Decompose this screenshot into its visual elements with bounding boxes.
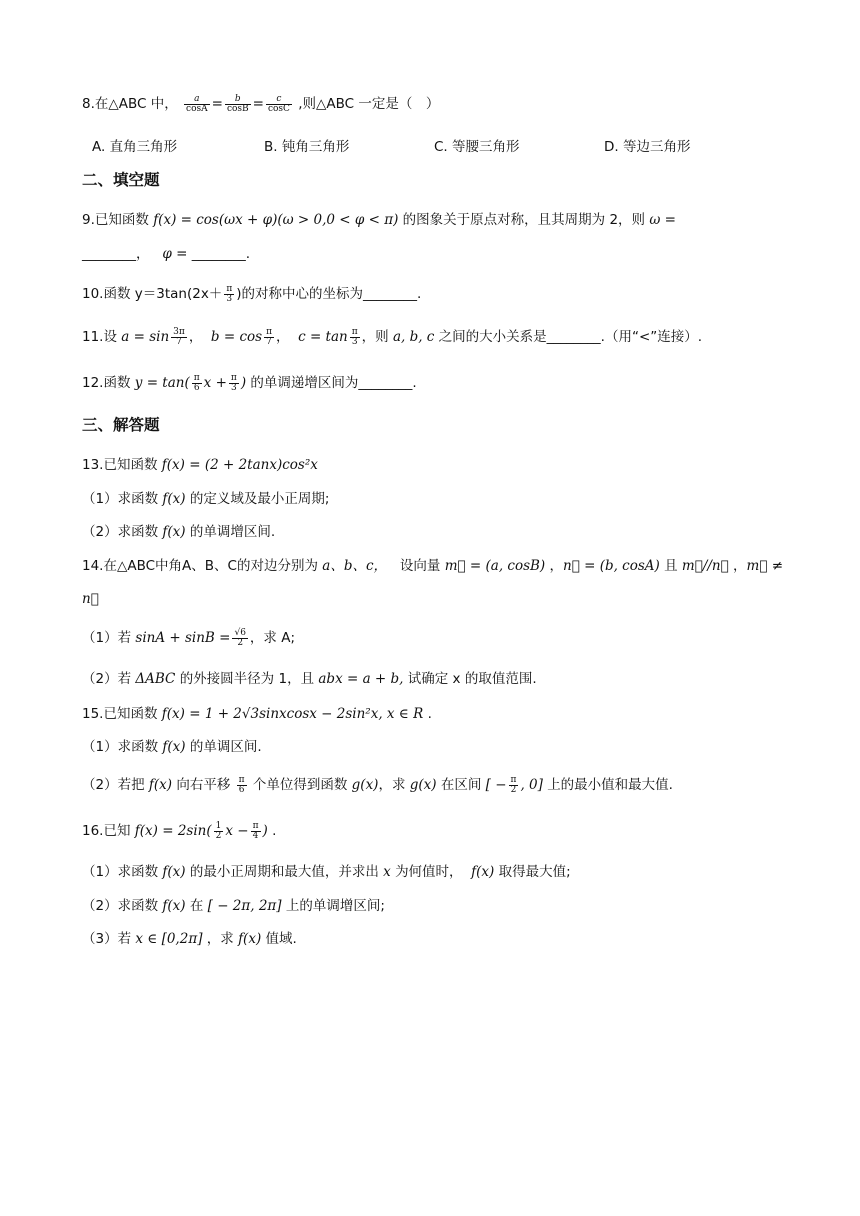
q8-option-b: B. 钝角三角形: [264, 139, 350, 155]
question-14: 14.在△ABC中角A、B、C的对边分别为 a、b、c， 设向量 m⃗ = (a, cosB) ，n⃗ = (b, cosA) 且 m⃗//n⃗ ，m⃗ ≠: [82, 558, 784, 574]
question-14-part2: （2）若 ΔABC 的外接圆半径为 1，且 abx = a + b, 试确定 x 的取值范围.: [82, 671, 537, 687]
question-13: 13.已知函数 f(x) = (2 + 2tanx)cos²x: [82, 457, 318, 473]
q9-blank-phi: ________.: [191, 246, 251, 262]
q8-option-c: C. 等腰三角形: [434, 139, 520, 155]
question-12: 12.函数 y = tan( $\frac{\pi}{6}$ x + $\frac{\pi}{3}$ ) 的单调递增区间为________.: [82, 372, 417, 393]
question-9: 9.已知函数 f(x) = cos(ωx + φ)(ω > 0,0 < φ < π) 的图象关于原点对称，且其周期为 2，则 ω =: [82, 212, 676, 228]
q8-stem-end: ,则△ABC 一定是（ ）: [298, 96, 440, 112]
question-13-part2: （2）求函数 f(x) 的单调增区间.: [82, 524, 276, 540]
q8-option-a: A. 直角三角形: [92, 139, 178, 155]
question-16-part2: （2）求函数 f(x) 在 [ − 2π, 2π] 上的单调增区间;: [82, 898, 385, 914]
question-16: 16.已知 f(x) = 2sin( $\frac{1}{2}$ x − $\frac{\pi}{4}$ ) .: [82, 820, 277, 841]
question-14-part1: （1）若 sinA + sinB = $\frac{√6}{2}$ ，求 A;: [82, 627, 295, 648]
q8-option-d: D. 等边三角形: [604, 139, 691, 155]
question-15-part1: （1）求函数 f(x) 的单调区间.: [82, 739, 262, 755]
question-11: 11.设 a = sin $\frac{3\pi}{7}$ ， b = cos $\frac{\pi}{7}$ ， c = tan $\frac{\pi}{3}$ ，则 a, b, c 之间的大小关系是________.（用“<”连接）.: [82, 326, 703, 347]
q8-stem: 8.在△ABC 中，: [82, 96, 178, 112]
q8-fraction-c: $\frac{c}{\cos C}$: [267, 93, 290, 114]
question-8: 8.在△ABC 中， $\frac{a}{\cos A}$ = $\frac{b}{\cos B}$ = $\frac{c}{\cos C}$ ,则△ABC 一定是（ ）: [82, 93, 440, 114]
question-16-part3: （3）若 x ∈ [0,2π] ，求 f(x) 值域.: [82, 931, 297, 947]
question-15: 15.已知函数 f(x) = 1 + 2√3sinxcosx − 2sin²x, x ∈ R .: [82, 706, 432, 722]
question-10: 10.函数 y＝3tan(2x＋ $\frac{\pi}{3}$ )的对称中心的坐标为________.: [82, 283, 422, 304]
question-13-part1: （1）求函数 f(x) 的定义域及最小正周期;: [82, 491, 330, 507]
question-15-part2: （2）若把 f(x) 向右平移 $\frac{\pi}{6}$ 个单位得到函数 g(x)，求 g(x) 在区间 [ − $\frac{\pi}{2}$ , 0] 上的最小值和最大值.: [82, 774, 673, 795]
question-16-part1: （1）求函数 f(x) 的最小正周期和最大值，并求出 x 为何值时， f(x) 取得最大值;: [82, 864, 571, 880]
q9-formula: f(x) = cos(ωx + φ)(ω > 0,0 < φ < π): [153, 212, 399, 228]
question-9-line2: ________， φ = ________.: [82, 246, 251, 262]
section-fill-in-title: 二、填空题: [82, 171, 160, 189]
q10-fraction: $\frac{\pi}{3}$: [226, 283, 233, 304]
question-14-line2: n⃗: [82, 591, 99, 607]
q9-blank-omega: ________，: [82, 246, 150, 262]
section-answer-title: 三、解答题: [82, 416, 160, 434]
q8-fraction-b: $\frac{b}{\cos B}$: [226, 93, 249, 114]
q8-fraction-a: $\frac{a}{\cos A}$: [186, 93, 208, 114]
